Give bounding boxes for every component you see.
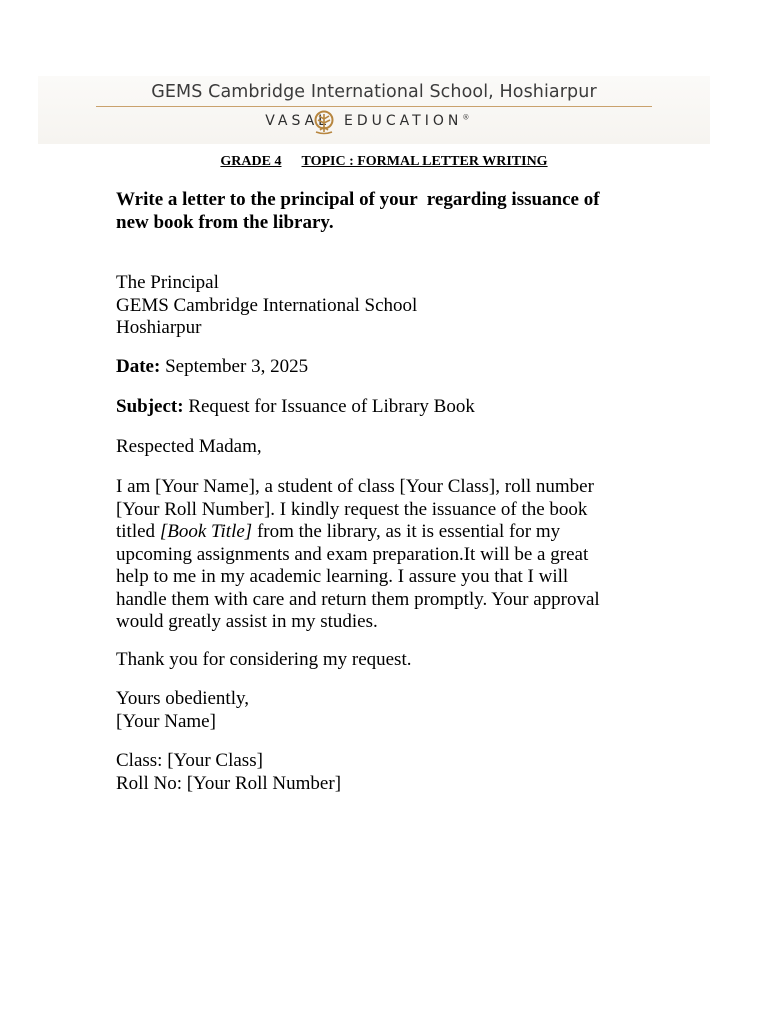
topic-heading <box>0 154 768 170</box>
date-line <box>116 356 308 379</box>
subject-line <box>116 396 475 419</box>
body-line-2: [Your Roll Number]. I kindly request the issuance of the book <box>116 498 588 520</box>
body-line-3-end: from the library, as it is essential for my <box>252 521 561 542</box>
letter-prompt <box>116 188 656 234</box>
header-divider <box>96 106 652 107</box>
address-line-2: GEMS Cambridge International School <box>116 294 418 316</box>
brand-right-text <box>344 113 469 129</box>
body-line-3 <box>116 521 656 544</box>
student-details <box>116 750 341 795</box>
book-title-placeholder: [Book Title] <box>159 521 253 542</box>
brand-right-label: EDUCATION <box>344 113 463 129</box>
body-line-1: I am [Your Name], a student of class [Your Class], roll number <box>116 476 594 497</box>
roll-number-line: Roll No: [Your Roll Number] <box>116 772 342 794</box>
subject-value: Request for Issuance of Library Book <box>188 396 475 417</box>
thanks-line: Thank you for considering my request. <box>116 649 412 670</box>
prompt-line-1: Write a letter to the principal of your regarding issuance of <box>116 189 600 210</box>
school-name: GEMS Cambridge International School, Hoshiarpur <box>151 82 597 102</box>
body-line-3-start: titled <box>116 521 160 542</box>
closing-line-1: Yours obediently, <box>116 688 250 709</box>
brand-logo <box>38 113 710 137</box>
body-line-5: help to me in my academic learning. I assure you that I will <box>116 566 569 587</box>
closing-line-2: [Your Name] <box>116 710 216 732</box>
recipient-address <box>116 272 417 340</box>
prompt-line-2: new book from the library. <box>116 212 334 233</box>
letter-body <box>116 476 656 634</box>
date-value: September 3, 2025 <box>165 356 309 377</box>
body-line-7: would greatly assist in my studies. <box>116 611 378 632</box>
grade-label: GRADE 4 <box>220 154 282 169</box>
school-header-banner <box>38 76 710 144</box>
body-line-4: upcoming assignments and exam preparation.It will be a great <box>116 543 589 565</box>
topic-label: TOPIC : FORMAL LETTER WRITING <box>301 154 548 169</box>
address-line-3: Hoshiarpur <box>116 317 202 338</box>
registered-mark: ® <box>462 113 470 122</box>
class-line: Class: [Your Class] <box>116 750 263 771</box>
address-line-1: The Principal <box>116 272 219 293</box>
salutation: Respected Madam, <box>116 436 262 457</box>
brand-left-text: VASAL <box>265 113 330 129</box>
closing <box>116 688 249 733</box>
tree-icon <box>310 110 338 136</box>
date-label: Date: <box>116 356 161 377</box>
subject-label: Subject: <box>116 396 184 417</box>
body-line-6: handle them with care and return them promptly. Your approval <box>116 588 600 610</box>
